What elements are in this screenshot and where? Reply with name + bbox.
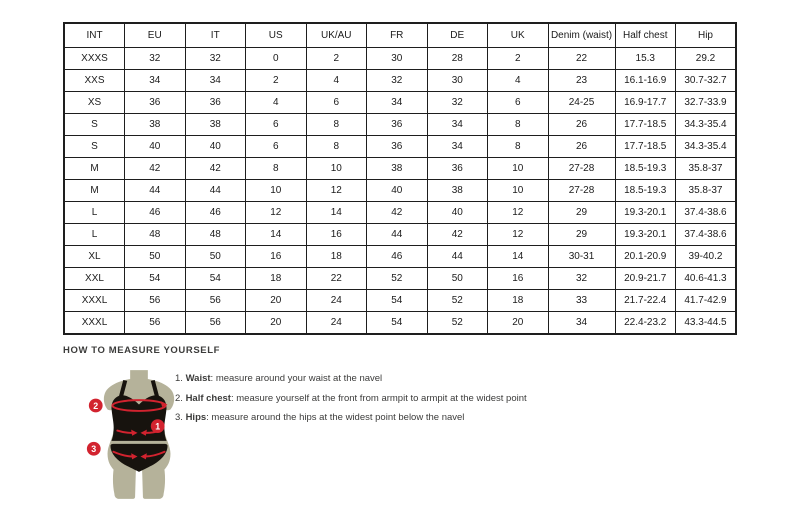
table-cell: 19.3-20.1 <box>615 224 676 246</box>
table-cell: 16.1-16.9 <box>615 70 676 92</box>
table-cell: 38 <box>427 180 488 202</box>
table-cell: 26 <box>548 114 615 136</box>
column-header: UK <box>488 23 549 48</box>
table-cell: 42 <box>185 158 246 180</box>
table-cell: 16 <box>488 268 549 290</box>
table-cell: 17.7-18.5 <box>615 136 676 158</box>
table-cell: 32 <box>548 268 615 290</box>
table-cell: 34 <box>427 114 488 136</box>
table-cell: 24 <box>306 312 367 335</box>
table-cell: M <box>64 180 125 202</box>
table-cell: 54 <box>125 268 186 290</box>
table-cell: 32 <box>125 48 186 70</box>
table-cell: 8 <box>488 136 549 158</box>
table-cell: S <box>64 114 125 136</box>
table-cell: 54 <box>367 312 428 335</box>
step-label: Half chest <box>185 392 231 404</box>
table-cell: 29 <box>548 202 615 224</box>
table-cell: 19.3-20.1 <box>615 202 676 224</box>
measure-heading: HOW TO MEASURE YOURSELF <box>63 345 221 356</box>
table-cell: 44 <box>367 224 428 246</box>
table-cell: 38 <box>185 114 246 136</box>
step-number: 3. <box>175 412 186 423</box>
table-cell: 2 <box>306 48 367 70</box>
table-cell: 36 <box>185 92 246 114</box>
half-chest-badge-number: 2 <box>93 400 99 411</box>
table-cell: 4 <box>488 70 549 92</box>
column-header: IT <box>185 23 246 48</box>
table-cell: 56 <box>185 290 246 312</box>
table-header-row <box>64 23 736 48</box>
measure-steps <box>175 369 645 428</box>
table-cell: 10 <box>488 158 549 180</box>
table-row <box>64 202 736 224</box>
table-cell: 12 <box>306 180 367 202</box>
table-cell: XXXL <box>64 312 125 335</box>
table-cell: 8 <box>488 114 549 136</box>
table-cell: 48 <box>185 224 246 246</box>
table-cell: 21.7-22.4 <box>615 290 676 312</box>
table-cell: 40 <box>185 136 246 158</box>
table-cell: 36 <box>367 136 428 158</box>
step-number: 1. <box>175 373 186 384</box>
column-header: US <box>246 23 307 48</box>
table-cell: 6 <box>246 136 307 158</box>
table-row <box>64 224 736 246</box>
table-cell: 22 <box>548 48 615 70</box>
table-cell: 4 <box>306 70 367 92</box>
step-text: : measure around your waist at the navel <box>210 373 383 384</box>
column-header: DE <box>427 23 488 48</box>
table-cell: 10 <box>306 158 367 180</box>
table-cell: 18 <box>488 290 549 312</box>
table-cell: 2 <box>488 48 549 70</box>
table-cell: 6 <box>246 114 307 136</box>
table-cell: 23 <box>548 70 615 92</box>
table-cell: 8 <box>306 114 367 136</box>
table-cell: 12 <box>246 202 307 224</box>
table-cell: 18 <box>246 268 307 290</box>
step-label: Hips <box>185 412 207 423</box>
column-header: Hip <box>676 23 737 48</box>
table-cell: 37.4-38.6 <box>676 224 737 246</box>
table-cell: 20.9-21.7 <box>615 268 676 290</box>
table-cell: 20.1-20.9 <box>615 246 676 268</box>
table-row <box>64 114 736 136</box>
table-cell: XXL <box>64 268 125 290</box>
table-cell: 56 <box>125 290 186 312</box>
table-cell: 24 <box>306 290 367 312</box>
table-cell: 32 <box>367 70 428 92</box>
table-cell: 4 <box>246 92 307 114</box>
table-cell: 34 <box>548 312 615 335</box>
table-cell: 27-28 <box>548 158 615 180</box>
table-cell: 30 <box>367 48 428 70</box>
table-cell: 29 <box>548 224 615 246</box>
right-thigh <box>142 465 165 499</box>
table-cell: 50 <box>185 246 246 268</box>
table-row <box>64 70 736 92</box>
table-cell: XL <box>64 246 125 268</box>
table-cell: 34.3-35.4 <box>676 114 737 136</box>
column-header: FR <box>367 23 428 48</box>
table-cell: 36 <box>427 158 488 180</box>
table-cell: XS <box>64 92 125 114</box>
table-cell: 16 <box>306 224 367 246</box>
table-cell: 34 <box>427 136 488 158</box>
table-row <box>64 290 736 312</box>
table-cell: 0 <box>246 48 307 70</box>
table-cell: 52 <box>427 312 488 335</box>
table-cell: 34 <box>185 70 246 92</box>
measure-step <box>175 389 645 409</box>
step-label: Waist <box>185 373 211 384</box>
step-number: 2. <box>175 392 186 404</box>
table-cell: 52 <box>427 290 488 312</box>
table-cell: 44 <box>125 180 186 202</box>
table-cell: 33 <box>548 290 615 312</box>
table-cell: 56 <box>185 312 246 335</box>
table-cell: 20 <box>246 312 307 335</box>
table-cell: 40.6-41.3 <box>676 268 737 290</box>
table-cell: 56 <box>125 312 186 335</box>
table-cell: 39-40.2 <box>676 246 737 268</box>
table-cell: 42 <box>125 158 186 180</box>
table-cell: 32 <box>185 48 246 70</box>
table-cell: 42 <box>367 202 428 224</box>
measure-section <box>63 345 753 513</box>
table-cell: 46 <box>125 202 186 224</box>
table-cell: 15.3 <box>615 48 676 70</box>
measure-step <box>175 369 645 389</box>
table-cell: 27-28 <box>548 180 615 202</box>
table-cell: 14 <box>246 224 307 246</box>
table-cell: 41.7-42.9 <box>676 290 737 312</box>
table-cell: 10 <box>488 180 549 202</box>
table-cell: 8 <box>306 136 367 158</box>
table-cell: 35.8-37 <box>676 158 737 180</box>
table-cell: 54 <box>367 290 428 312</box>
table-cell: 10 <box>246 180 307 202</box>
table-cell: 18 <box>306 246 367 268</box>
table-cell: 18.5-19.3 <box>615 180 676 202</box>
table-row <box>64 246 736 268</box>
table-cell: 22 <box>306 268 367 290</box>
table-cell: 20 <box>488 312 549 335</box>
table-cell: 8 <box>246 158 307 180</box>
column-header: INT <box>64 23 125 48</box>
table-cell: 17.7-18.5 <box>615 114 676 136</box>
table-cell: L <box>64 202 125 224</box>
table-cell: 24-25 <box>548 92 615 114</box>
table-cell: 32 <box>427 92 488 114</box>
table-row <box>64 312 736 335</box>
size-chart-table <box>63 22 737 335</box>
table-cell: 54 <box>185 268 246 290</box>
table-cell: 12 <box>488 224 549 246</box>
table-cell: 34 <box>125 70 186 92</box>
table-cell: 48 <box>125 224 186 246</box>
table-row <box>64 268 736 290</box>
table-cell: 34 <box>367 92 428 114</box>
table-cell: 26 <box>548 136 615 158</box>
waist-badge-number: 1 <box>155 421 161 432</box>
measure-step <box>175 408 645 428</box>
column-header: Half chest <box>615 23 676 48</box>
table-cell: 46 <box>367 246 428 268</box>
table-cell: 30-31 <box>548 246 615 268</box>
table-cell: 40 <box>125 136 186 158</box>
table-cell: 46 <box>185 202 246 224</box>
table-row <box>64 158 736 180</box>
table-cell: 14 <box>306 202 367 224</box>
table-cell: XXS <box>64 70 125 92</box>
table-row <box>64 92 736 114</box>
table-cell: 28 <box>427 48 488 70</box>
table-cell: 16.9-17.7 <box>615 92 676 114</box>
table-cell: 42 <box>427 224 488 246</box>
table-cell: 16 <box>246 246 307 268</box>
table-cell: 12 <box>488 202 549 224</box>
step-text: : measure around the hips at the widest point below the navel <box>206 412 465 423</box>
table-cell: 36 <box>125 92 186 114</box>
table-cell: 50 <box>427 268 488 290</box>
table-row <box>64 48 736 70</box>
table-row <box>64 136 736 158</box>
table-cell: 2 <box>246 70 307 92</box>
table-cell: 37.4-38.6 <box>676 202 737 224</box>
table-cell: 22.4-23.2 <box>615 312 676 335</box>
table-cell: 40 <box>427 202 488 224</box>
table-cell: 38 <box>367 158 428 180</box>
table-cell: M <box>64 158 125 180</box>
table-cell: 20 <box>246 290 307 312</box>
table-cell: S <box>64 136 125 158</box>
table-cell: 35.8-37 <box>676 180 737 202</box>
table-cell: 18.5-19.3 <box>615 158 676 180</box>
table-cell: 44 <box>427 246 488 268</box>
column-header: UK/AU <box>306 23 367 48</box>
column-header: EU <box>125 23 186 48</box>
left-thigh <box>113 465 136 499</box>
table-cell: 32.7-33.9 <box>676 92 737 114</box>
table-cell: 43.3-44.5 <box>676 312 737 335</box>
table-cell: 14 <box>488 246 549 268</box>
table-cell: XXXS <box>64 48 125 70</box>
table-cell: 30 <box>427 70 488 92</box>
table-cell: 34.3-35.4 <box>676 136 737 158</box>
table-row <box>64 180 736 202</box>
table-cell: 38 <box>125 114 186 136</box>
table-cell: 6 <box>306 92 367 114</box>
column-header: Denim (waist) <box>548 23 615 48</box>
table-cell: 29.2 <box>676 48 737 70</box>
table-cell: XXXL <box>64 290 125 312</box>
step-text: : measure yourself at the front from armpit to armpit at the widest point <box>230 392 527 404</box>
table-cell: 50 <box>125 246 186 268</box>
table-cell: L <box>64 224 125 246</box>
table-cell: 44 <box>185 180 246 202</box>
table-cell: 6 <box>488 92 549 114</box>
table-cell: 40 <box>367 180 428 202</box>
table-cell: 30.7-32.7 <box>676 70 737 92</box>
table-cell: 36 <box>367 114 428 136</box>
table-cell: 52 <box>367 268 428 290</box>
hips-badge-number: 3 <box>91 444 97 455</box>
